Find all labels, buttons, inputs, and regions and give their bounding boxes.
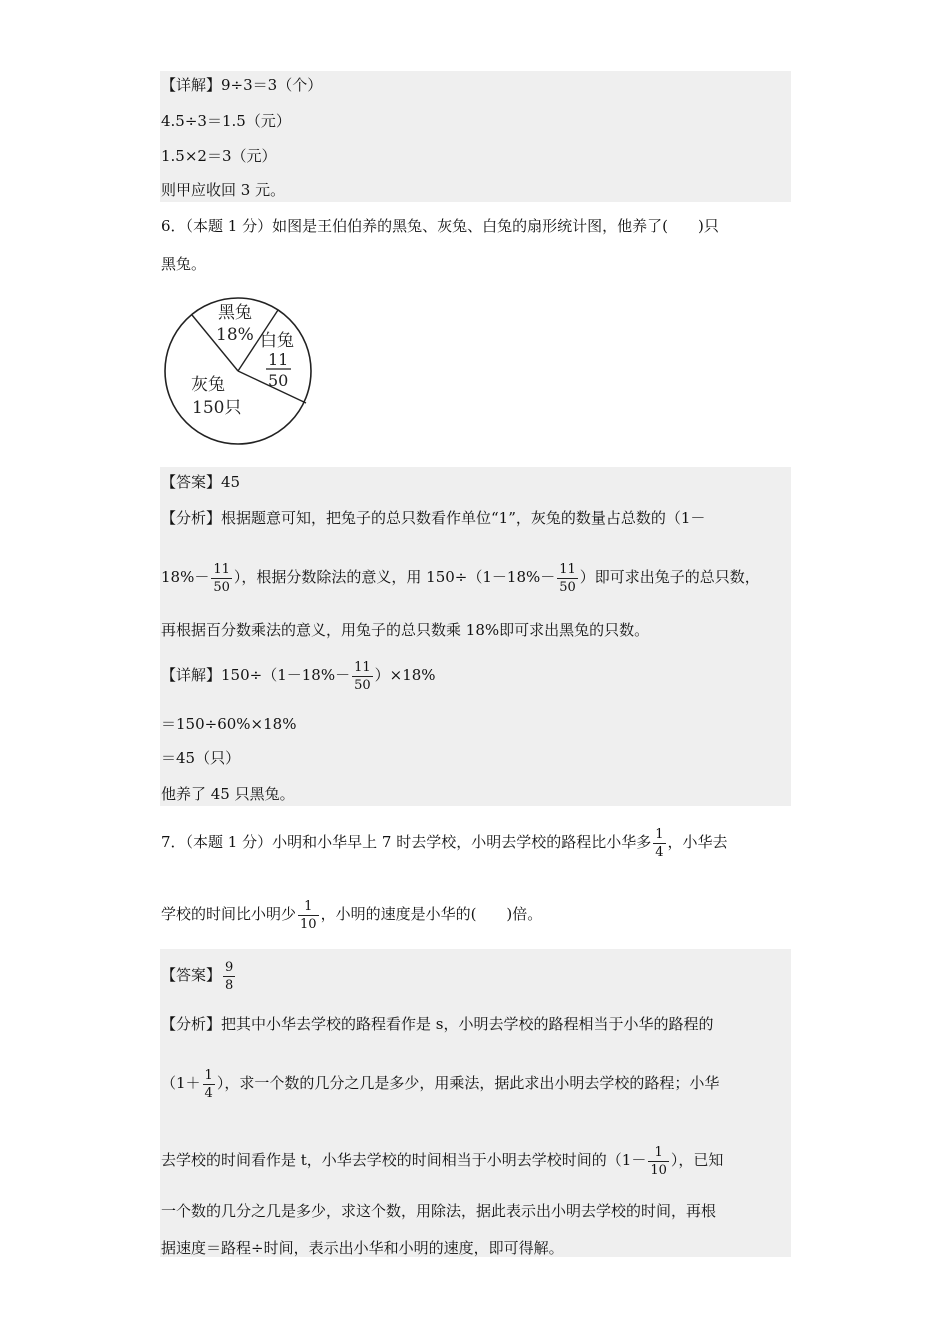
fraction-numerator: 1	[655, 826, 664, 842]
fraction-numerator: 1	[648, 1145, 669, 1162]
pie-chart	[160, 295, 320, 450]
fraction	[211, 562, 232, 595]
gray-rabbit-count: 150只	[192, 398, 242, 418]
white-rabbit-den: 50	[268, 371, 289, 390]
fraction	[648, 1145, 669, 1178]
fraction-numerator: 1	[298, 899, 319, 916]
fraction	[223, 960, 235, 993]
detail-line: 【详解】9÷3＝3（个）	[161, 76, 323, 94]
detail-6: 他养了 45 只黑兔。	[161, 785, 295, 803]
detail-line: 则甲应收回 3 元。	[161, 181, 286, 199]
fraction	[557, 562, 578, 595]
answer-label: 【答案】	[161, 966, 222, 984]
analysis-6: 再根据百分数乘法的意义，用兔子的总只数乘 18%即可求出黑兔的只数。	[161, 621, 650, 639]
fraction-numerator: 1	[204, 1067, 213, 1083]
analysis-text: ）即可求出兔子的总只数，	[579, 568, 760, 586]
question-7-text	[161, 895, 542, 933]
fraction-denominator: 4	[655, 844, 664, 860]
question-text: 学校的时间比小明少	[161, 905, 297, 923]
fraction-numerator: 11	[354, 659, 371, 675]
analysis-7: 据速度＝路程÷时间，表示出小华和小明的速度，即可得解。	[161, 1239, 564, 1257]
detail-line: 1.5×2＝3（元）	[161, 147, 277, 165]
analysis-text: 去学校的时间看作是 t，小华去学校的时间相当于小明去学校时间的（1－	[161, 1151, 647, 1169]
detail-text: ）×18%	[374, 666, 436, 684]
analysis-text: ），已知	[670, 1151, 724, 1169]
detail-6	[161, 656, 436, 694]
fraction	[203, 1068, 215, 1101]
question-6-text: 6．（本题 1 分）如图是王伯伯养的黑兔、灰兔、白兔的扇形统计图，他养了( )只	[161, 217, 719, 235]
analysis-text: （1＋	[161, 1074, 201, 1092]
fraction-denominator: 10	[650, 1162, 667, 1178]
fraction-numerator: 11	[559, 561, 576, 577]
analysis-7	[161, 1064, 719, 1102]
fraction-denominator: 50	[213, 579, 230, 595]
fraction-denominator: 50	[559, 579, 576, 595]
question-6-text: 黑兔。	[161, 255, 207, 273]
question-text: ，小华去	[667, 833, 728, 851]
detail-6: ＝150÷60%×18%	[161, 715, 297, 733]
analysis-text: 18%－	[161, 568, 210, 586]
fraction-denominator: 50	[354, 677, 371, 693]
analysis-7	[161, 1141, 723, 1179]
black-rabbit-pct: 18%	[216, 325, 254, 345]
detail-line: 4.5÷3＝1.5（元）	[161, 112, 291, 130]
fraction-denominator: 4	[204, 1085, 213, 1101]
analysis-6	[161, 558, 760, 596]
detail-text: 【详解】150÷（1－18%－	[161, 666, 351, 684]
question-text: ，小明的速度是小华的( )倍。	[320, 905, 543, 923]
analysis-7: 一个数的几分之几是多少，求这个数，用除法，据此表示出小明去学校的时间，再根	[161, 1202, 717, 1220]
fraction	[653, 827, 665, 860]
detail-6: ＝45（只）	[161, 749, 241, 767]
white-rabbit-num: 11	[268, 350, 289, 369]
gray-rabbit-label: 灰兔	[191, 375, 225, 395]
black-rabbit-label: 黑兔	[218, 303, 252, 323]
question-7-text	[161, 823, 728, 861]
fraction	[298, 899, 319, 932]
fraction	[352, 660, 373, 693]
fraction-denominator: 8	[225, 977, 234, 993]
fraction-numerator: 11	[213, 561, 230, 577]
analysis-7: 【分析】把其中小华去学校的路程看作是 s，小明去学校的路程相当于小华的路程的	[161, 1015, 714, 1033]
analysis-6: 【分析】根据题意可知，把兔子的总只数看作单位“1”，灰兔的数量占总数的（1－	[161, 509, 706, 527]
analysis-text: ），求一个数的几分之几是多少，用乘法，据此求出小明去学校的路程；小华	[216, 1074, 720, 1092]
fraction-numerator: 9	[225, 959, 234, 975]
question-text: 7．（本题 1 分）小明和小华早上 7 时去学校，小明去学校的路程比小华多	[161, 833, 652, 851]
white-rabbit-label: 白兔	[260, 331, 294, 351]
answer-6: 【答案】45	[161, 473, 241, 491]
fraction-denominator: 10	[300, 916, 317, 932]
analysis-text: ），根据分数除法的意义，用 150÷（1－18%－	[233, 568, 556, 586]
answer-7	[161, 956, 237, 994]
